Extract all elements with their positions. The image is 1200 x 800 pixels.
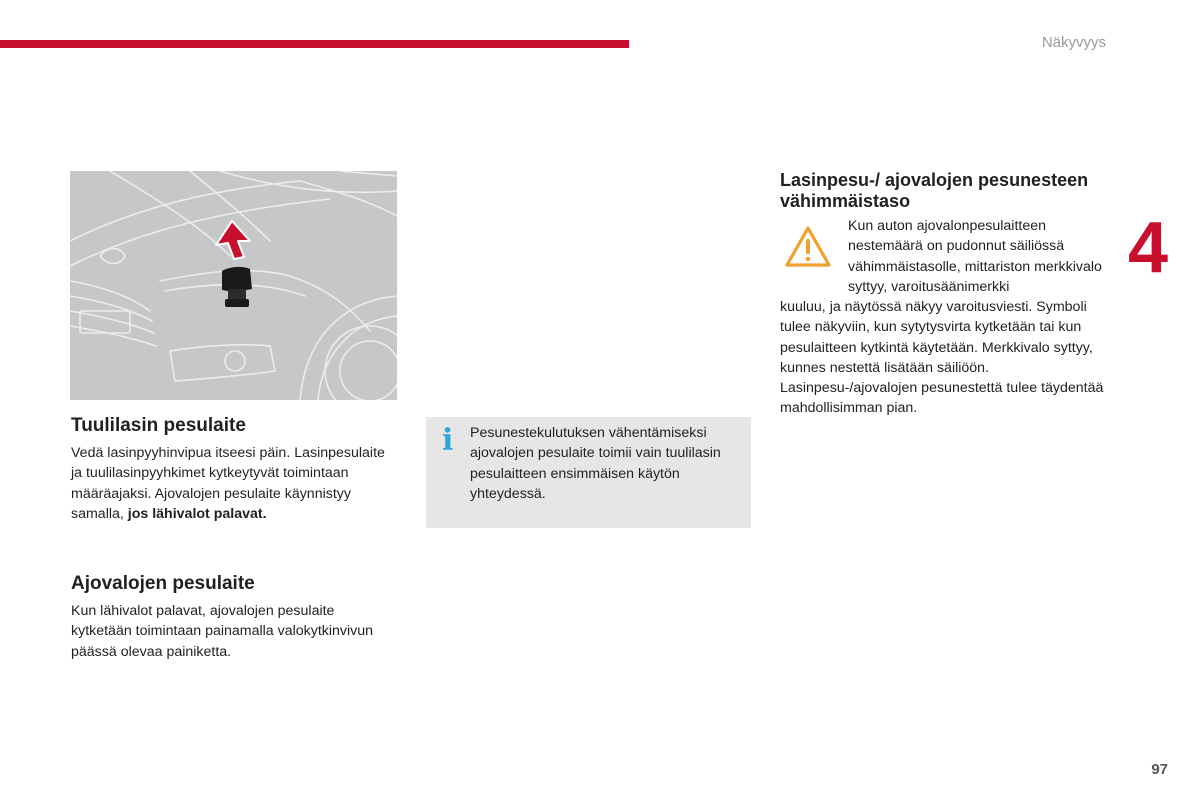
car-front-washer-lever-illustration — [70, 171, 397, 400]
info-text: Pesunestekulutuksen vähentämiseksi ajovalojen pesulaite toimii vain tuulilasin pesulaitteen ensimmäisen käytön yhteydessä. — [470, 425, 721, 502]
chapter-number: 4 — [1128, 208, 1169, 288]
page-number: 97 — [1151, 761, 1168, 778]
low-level-text-continued: kuuluu, ja näytössä näkyy varoitusviesti. Symboli tulee näkyviin, kun sytytysvirta kytketään tai kun pesulaitteen kytkintä käytetään. Merkkivalo syttyy, kunnes nestettä lisätään säiliöön. Lasinpesu-/ajovalojen pesunestettä tulee täydentää mahdollisimman pian. — [780, 299, 1104, 417]
low-level-heading: Lasinpesu-/ ajovalojen pesunesteen vähimmäistaso — [780, 170, 1089, 211]
info-box — [426, 417, 751, 528]
windscreen-washer-text-plain: Vedä lasinpyyhinvipua itseesi päin. Lasinpesulaite ja tuulilasinpyyhkimet kytkeytyvät toimintaan määräajaksi. Ajovalojen pesulaite käynnistyy samalla, — [71, 445, 385, 522]
info-icon: i — [442, 423, 454, 458]
windscreen-washer-heading: Tuulilasin pesulaite — [71, 415, 246, 436]
section-name: Näkyvyys — [1041, 34, 1106, 51]
warning-triangle-icon — [784, 225, 832, 269]
headlamp-washer-heading: Ajovalojen pesulaite — [71, 573, 255, 594]
headlamp-washer-text: Kun lähivalot palavat, ajovalojen pesulaite kytketään toimintaan painamalla valokytkinvivun päässä olevaa painiketta. — [71, 603, 374, 660]
windscreen-washer-text — [71, 443, 391, 524]
windscreen-washer-text-bold: jos lähivalot palavat. — [127, 505, 267, 522]
header-accent-bar — [0, 40, 629, 48]
low-level-text-beside-icon: Kun auton ajovalonpesulaitteen nestemäärä on pudonnut säiliössä vähimmäistasolle, mittariston merkkivalo syttyy, varoitusäänimerkki — [848, 218, 1102, 295]
